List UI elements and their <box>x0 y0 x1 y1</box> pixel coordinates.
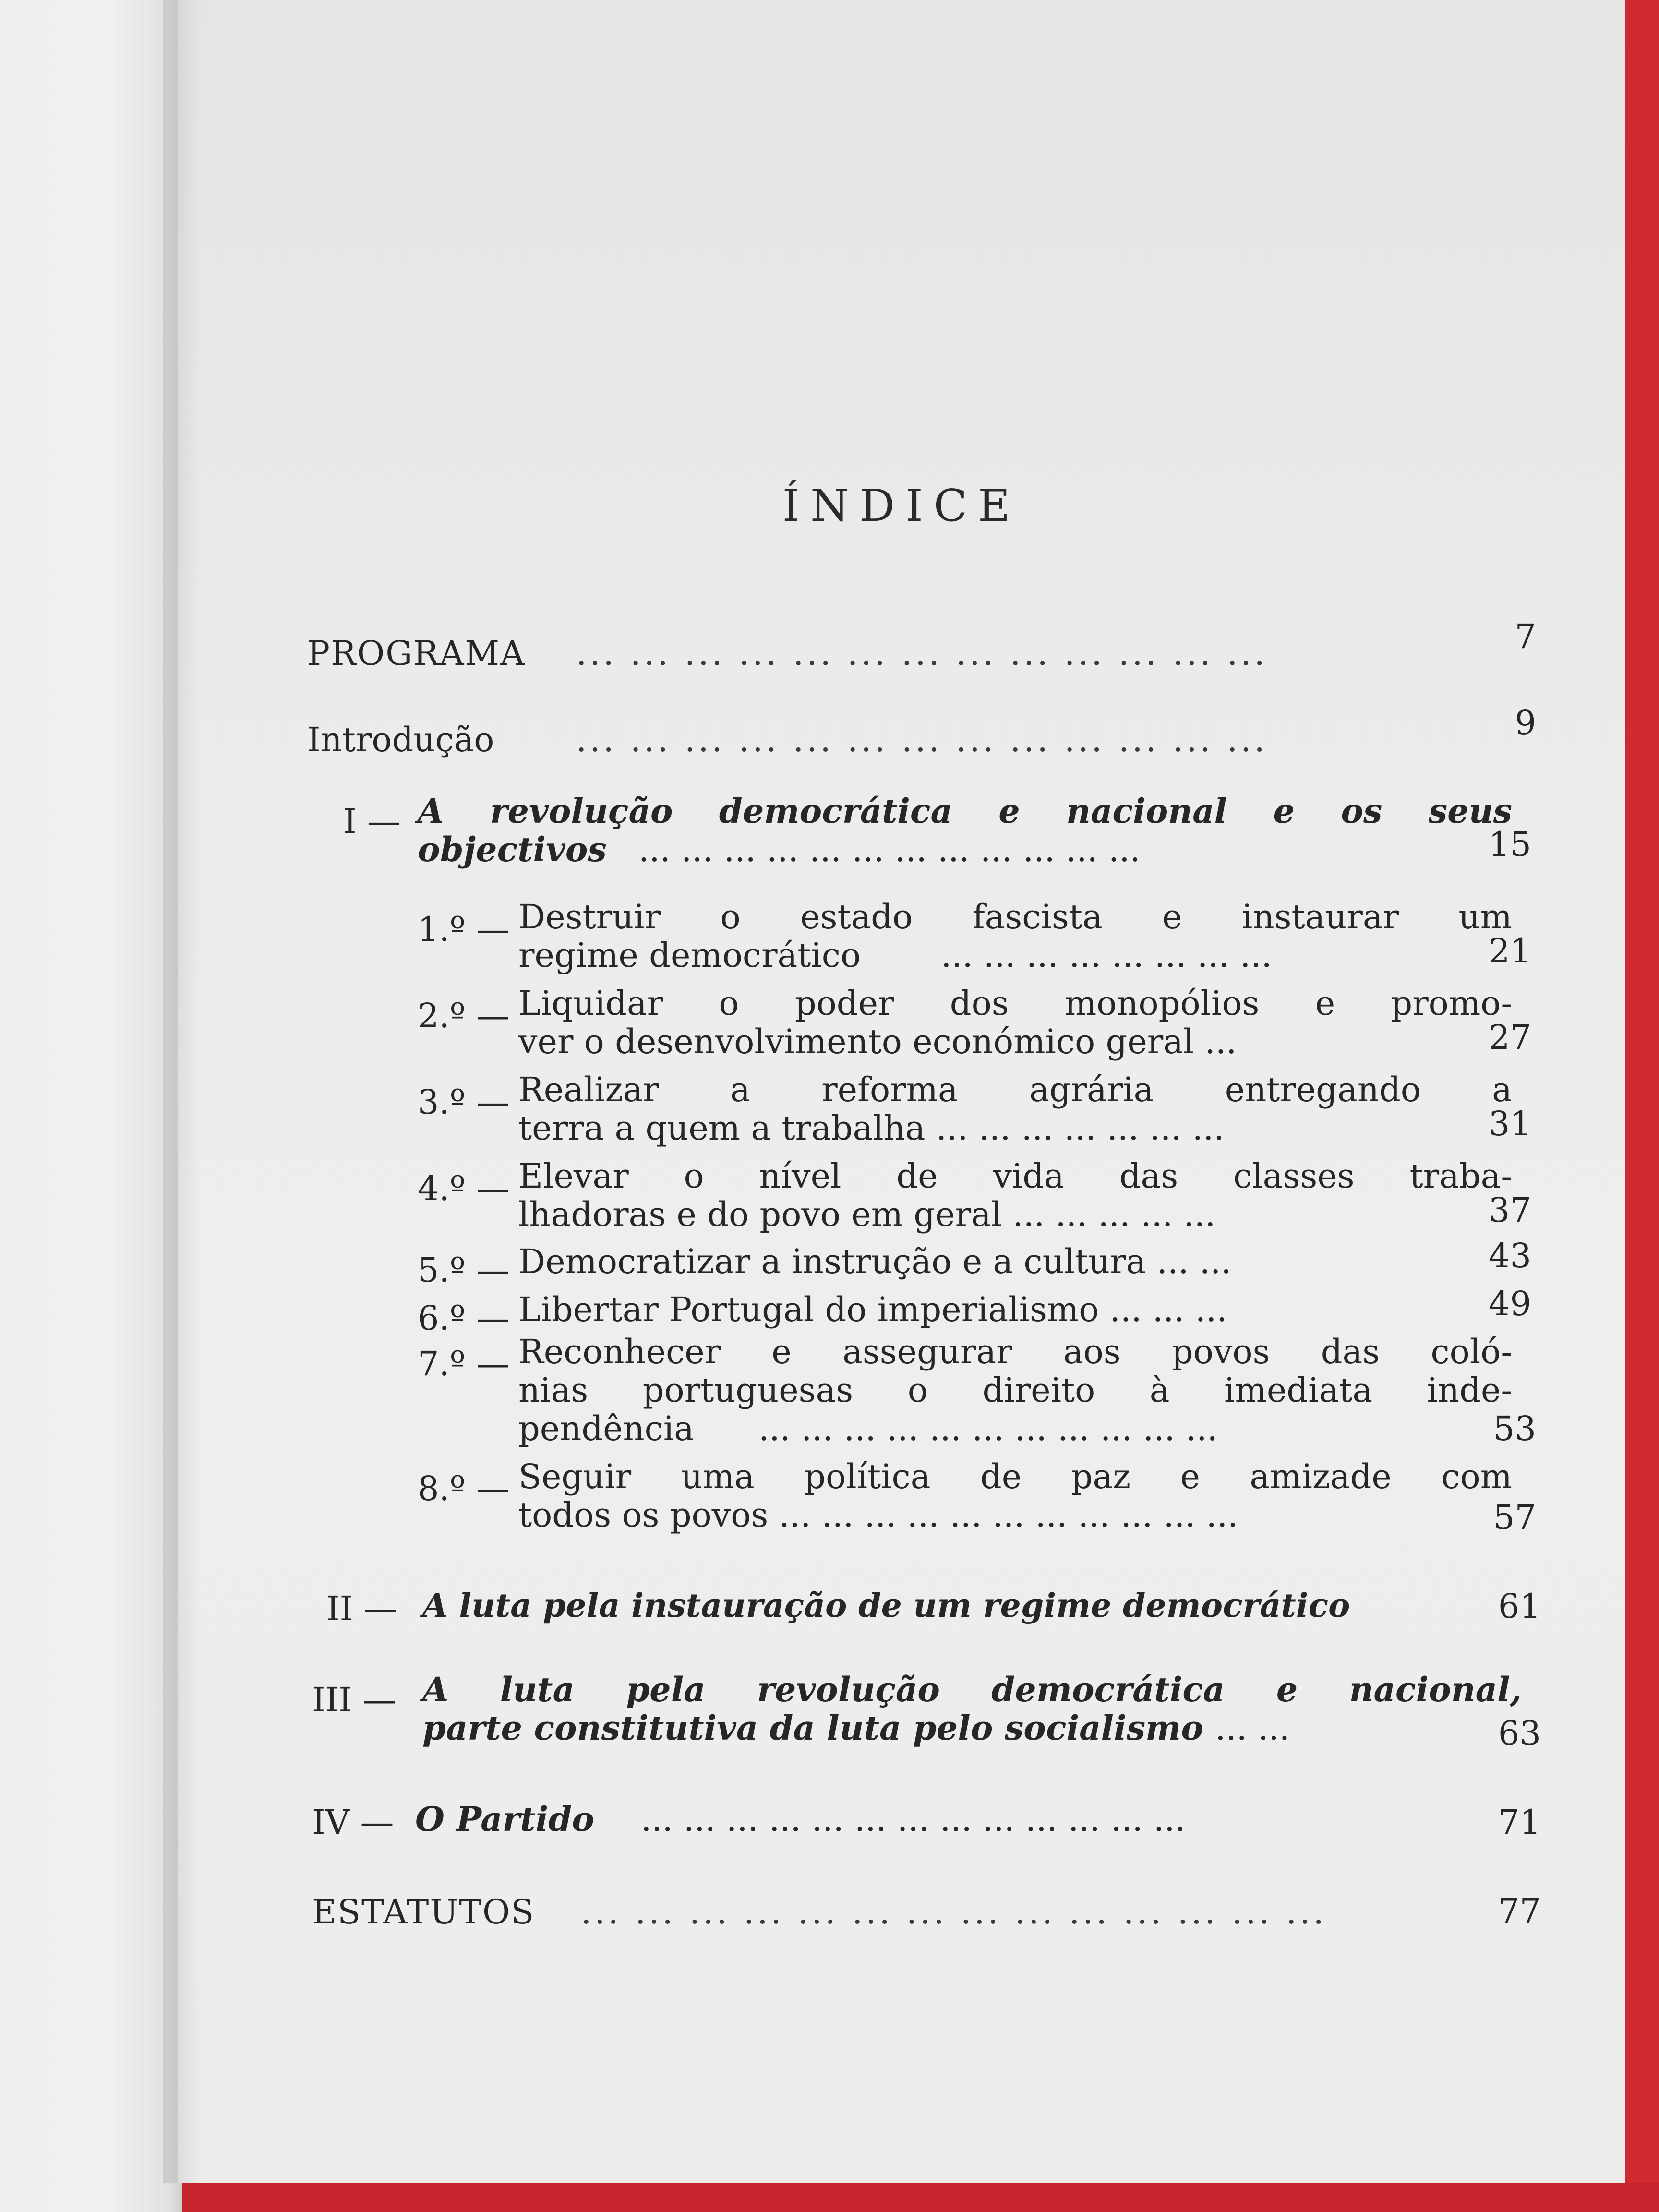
entry-line: Reconhecer e assegurar aos povos das coló- <box>518 1332 1512 1371</box>
leader-dots: ... ... ... ... ... ... ... ... ... ... ... <box>758 1409 1218 1448</box>
page-number: 53 <box>1493 1409 1536 1448</box>
toc-entry-part-4 <box>415 1800 1519 1839</box>
entry-line: Elevar o nível de vida das classes traba- <box>518 1156 1512 1196</box>
entry-line <box>518 1496 1512 1534</box>
page-number: 57 <box>1493 1498 1536 1537</box>
entry-line <box>518 1290 1512 1329</box>
toc-entry-sub-5 <box>518 1242 1512 1281</box>
page-number: 49 <box>1488 1284 1531 1323</box>
toc-label: ESTATUTOS <box>312 1892 535 1932</box>
item-number: 8.º — <box>418 1469 510 1508</box>
toc-entry-estatutos <box>312 1891 1522 1933</box>
item-number: 7.º — <box>418 1344 510 1383</box>
entry-line: A luta pela instauração de um regime democrático <box>422 1587 1350 1625</box>
leader-dots: ... ... ... ... ... ... ... ... ... ... ... ... ... <box>576 634 1268 673</box>
toc-entry-part-2 <box>422 1587 1527 1625</box>
leader-dots: ... ... ... ... ... ... ... ... ... ... ... ... ... ... <box>581 1892 1327 1932</box>
item-number: 5.º — <box>418 1250 510 1290</box>
page-number: 27 <box>1488 1018 1531 1057</box>
red-cover-bottom <box>173 2183 1659 2212</box>
toc-entry-part-1 <box>418 792 1512 869</box>
page-number: 61 <box>1498 1587 1541 1626</box>
toc-entry-sub-2 <box>518 984 1512 1061</box>
leader-dots: ... ... ... ... ... ... ... ... ... ... ... ... ... <box>641 1800 1186 1839</box>
gutter-shadow <box>163 0 202 2183</box>
entry-line <box>518 1109 1512 1147</box>
entry-line-text: O Partido <box>415 1799 594 1839</box>
page-number: 37 <box>1488 1190 1531 1230</box>
part-number: III — <box>312 1680 397 1719</box>
leader-dots: ... ... <box>1215 1708 1290 1748</box>
entry-line-text: regime democrático <box>518 936 861 975</box>
item-number: 3.º — <box>418 1082 510 1122</box>
part-number: I — <box>343 802 401 841</box>
entry-line: nias portuguesas o direito à imediata inde- <box>518 1370 1512 1410</box>
entry-line: Seguir uma política de paz e amizade com <box>518 1457 1512 1496</box>
toc-label: PROGRAMA <box>307 634 526 673</box>
toc-entry-introducao <box>307 719 1517 760</box>
entry-line <box>518 1195 1512 1234</box>
page-number: 43 <box>1488 1236 1531 1275</box>
left-page <box>0 0 182 2212</box>
entry-line <box>418 830 1512 869</box>
entry-line-text: Libertar Portugal do imperialismo <box>518 1290 1099 1329</box>
entry-line-text: objectivos <box>418 830 607 869</box>
toc-entry-sub-6 <box>518 1290 1512 1329</box>
toc-entry-sub-3 <box>518 1070 1512 1147</box>
page-number: 71 <box>1498 1803 1541 1842</box>
entry-line: Liquidar o poder dos monopólios e promo- <box>518 984 1512 1023</box>
red-cover-edge <box>1625 0 1659 2212</box>
page-number: 63 <box>1498 1714 1541 1753</box>
leader-dots: ... ... ... ... ... ... ... ... ... ... ... ... ... <box>576 720 1268 759</box>
entry-line-text: Democratizar a instrução e a cultura <box>518 1242 1146 1281</box>
page-number: 7 <box>1515 617 1536 656</box>
item-number: 6.º — <box>418 1298 510 1338</box>
item-number: 2.º — <box>418 996 510 1035</box>
entry-line: A revolução democrática e nacional e os seus <box>418 791 1512 831</box>
page-number: 21 <box>1488 931 1531 971</box>
leader-dots: ... ... ... ... ... ... ... <box>936 1108 1225 1148</box>
right-page <box>178 0 1625 2183</box>
entry-line <box>518 1022 1512 1061</box>
leader-dots: ... <box>1204 1022 1237 1061</box>
leader-dots: ... ... ... ... ... ... ... ... ... ... ... <box>779 1495 1238 1535</box>
entry-line-text: todos os povos <box>518 1495 769 1535</box>
page-number: 31 <box>1488 1104 1531 1143</box>
entry-line-text: terra a quem a trabalha <box>518 1108 926 1148</box>
toc-entry-sub-8 <box>518 1457 1512 1534</box>
entry-line <box>518 1242 1512 1281</box>
toc-entry-part-3 <box>422 1671 1522 1747</box>
toc-entry-programa <box>307 633 1517 674</box>
toc-entry-sub-1 <box>518 898 1512 974</box>
toc-entry-sub-7 <box>518 1333 1512 1448</box>
leader-dots: ... ... ... ... ... ... ... ... <box>941 936 1272 975</box>
part-number: IV — <box>312 1803 394 1842</box>
entry-line-text: pendência <box>518 1409 694 1448</box>
leader-dots: ... ... ... ... ... <box>1012 1195 1216 1234</box>
leader-dots: ... ... <box>1156 1242 1232 1281</box>
entry-line: Realizar a reforma agrária entregando a <box>518 1070 1512 1109</box>
leader-dots: ... ... ... <box>1109 1290 1227 1329</box>
entry-line: Destruir o estado fascista e instaurar um <box>518 897 1512 937</box>
entry-line-text: ver o desenvolvimento económico geral <box>518 1022 1194 1061</box>
toc-entry-sub-4 <box>518 1157 1512 1234</box>
page-title: ÍNDICE <box>782 480 1021 531</box>
entry-line-text: lhadoras e do povo em geral <box>518 1195 1002 1234</box>
toc-label: Introdução <box>307 720 494 759</box>
item-number: 4.º — <box>418 1169 510 1208</box>
page-number: 77 <box>1498 1891 1541 1931</box>
entry-line-text: parte constitutiva da luta pelo socialismo <box>422 1708 1203 1748</box>
item-number: 1.º — <box>418 910 510 949</box>
part-number: II — <box>326 1589 397 1628</box>
entry-line <box>518 936 1512 974</box>
page-number: 9 <box>1515 703 1536 743</box>
entry-line: A luta pela revolução democrática e nacional, <box>422 1670 1522 1709</box>
leader-dots: ... ... ... ... ... ... ... ... ... ... ... ... <box>638 830 1141 869</box>
entry-line <box>415 1800 1519 1839</box>
page-number: 15 <box>1488 825 1531 864</box>
entry-line <box>422 1709 1522 1747</box>
entry-line <box>518 1409 1512 1448</box>
